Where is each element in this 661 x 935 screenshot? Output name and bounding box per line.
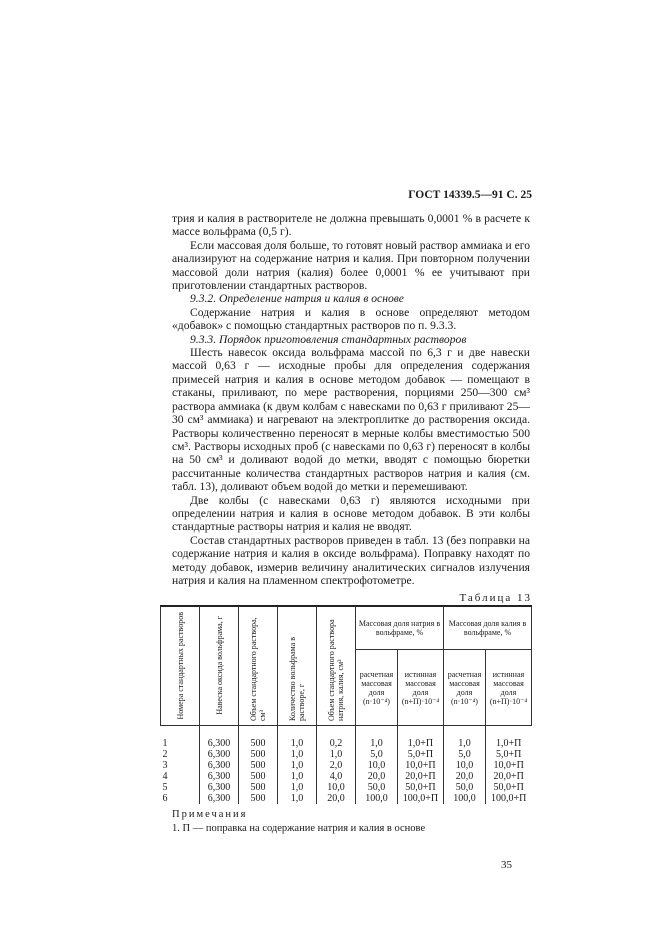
body-text xyxy=(172,212,530,587)
table-cell: 50,0 xyxy=(444,782,486,793)
section-heading: 9.3.2. Определение натрия и калия в основе xyxy=(190,292,404,306)
page-number: 35 xyxy=(501,859,512,872)
column-header: истинная массовая доля (n+П)·10⁻⁴ xyxy=(397,650,443,726)
table-cell: 10,0 xyxy=(356,760,398,771)
table-cell: 5,0 xyxy=(356,749,398,760)
table-cell: 1,0 xyxy=(278,771,317,782)
table-cell: 10,0 xyxy=(317,782,356,793)
table-cell: 1,0 xyxy=(278,749,317,760)
table-row xyxy=(161,782,532,793)
table-cell: 1 xyxy=(162,738,168,750)
table-cell: 1,0 xyxy=(356,726,398,750)
table-cell: 1,0 xyxy=(278,726,317,750)
section-heading: 9.3.3. Порядок приготовления стандартных растворов xyxy=(190,332,467,346)
table-cell: 0,2 xyxy=(317,726,356,750)
table-cell: 50,0+П xyxy=(397,782,443,793)
table-cell: 100,0+П xyxy=(485,793,531,804)
table-row xyxy=(161,749,532,760)
table-cell: 20,0+П xyxy=(397,771,443,782)
paragraph: трия и калия в растворителе не должна превышать 0,0001 % в расчете к массе вольфрама (0,5 г). xyxy=(172,212,530,239)
column-header: Объем стандартного раствора натрия, калия, см³ xyxy=(317,606,356,726)
table-cell: 500 xyxy=(239,782,278,793)
table-cell: 1,0+П xyxy=(485,726,531,750)
table-cell: 3 xyxy=(162,760,168,772)
table-cell: 6,300 xyxy=(200,726,239,750)
paragraph: Две колбы (с навесками 0,63 г) являются исходными при определении натрия и калия в основе методом добавок. В эти колбы стандартные растворы натрия и калия не вводят. xyxy=(172,493,530,534)
table-row xyxy=(161,771,532,782)
table-row xyxy=(161,760,532,771)
column-header: Навеска оксида вольфрама, г xyxy=(200,606,239,726)
page-header: ГОСТ 14339.5—91 С. 25 xyxy=(408,189,532,201)
group-header-potassium: Массовая доля калия в вольфраме, % xyxy=(444,606,532,650)
table-cell: 1,0 xyxy=(278,782,317,793)
table-row xyxy=(161,726,532,750)
table-cell: 50,0 xyxy=(356,782,398,793)
table-cell: 500 xyxy=(239,749,278,760)
table-cell: 4,0 xyxy=(317,771,356,782)
table-cell: 500 xyxy=(239,726,278,750)
table-cell: 100,0 xyxy=(356,793,398,804)
table-cell: 20,0+П xyxy=(485,771,531,782)
column-header: истинная массовая доля (n+П)·10⁻⁴ xyxy=(485,650,531,726)
table-cell: 1,0 xyxy=(444,726,486,750)
table-cell: 2 xyxy=(162,749,168,761)
column-header: расчетная массовая доля (n·10⁻⁴) xyxy=(444,650,486,726)
notes-title: Примечания xyxy=(172,809,248,821)
table-cell: 100,0 xyxy=(444,793,486,804)
table-cell: 10,0+П xyxy=(485,760,531,771)
table-cell: 50,0+П xyxy=(485,782,531,793)
table-cell: 500 xyxy=(239,771,278,782)
page-column xyxy=(160,188,532,872)
table-13 xyxy=(160,605,532,804)
table-cell: 20,0 xyxy=(317,793,356,804)
table-cell: 6,300 xyxy=(200,760,239,771)
table-cell: 1,0+П xyxy=(397,726,443,750)
table-cell: 6,300 xyxy=(200,793,239,804)
table-cell: 10,0 xyxy=(444,760,486,771)
column-header: Количество вольфрама в растворе, г xyxy=(278,606,317,726)
note-1: 1. П — поправка на содержание натрия и калия в основе xyxy=(172,823,426,835)
table-cell: 5,0+П xyxy=(485,749,531,760)
notes xyxy=(172,808,532,836)
table-cell: 1,0 xyxy=(278,793,317,804)
table-cell: 500 xyxy=(239,760,278,771)
table-cell: 6,300 xyxy=(200,749,239,760)
table-cell: 4 xyxy=(162,771,168,783)
column-header: Объем стандартного раствора, см³ xyxy=(239,606,278,726)
group-header-sodium: Массовая доля натрия в вольфраме, % xyxy=(356,606,444,650)
table-cell: 20,0 xyxy=(444,771,486,782)
table-cell: 6 xyxy=(162,793,168,805)
table-cell: 10,0+П xyxy=(397,760,443,771)
table-cell: 6,300 xyxy=(200,782,239,793)
paragraph: Состав стандартных растворов приведен в табл. 13 (без поправки на содержание натрия и калия в оксиде вольфрама). Поправку находят по методу добавок, измерив величину аналитических сигналов излучения натрия и калия на пламенном спектрофотометре. xyxy=(172,533,530,587)
table-cell: 2,0 xyxy=(317,760,356,771)
table-cell: 5,0 xyxy=(444,749,486,760)
column-header: Номера стандартных растворов xyxy=(161,606,200,726)
table-cell: 5 xyxy=(162,782,168,794)
table-row xyxy=(161,793,532,804)
table-cell: 20,0 xyxy=(356,771,398,782)
table-cell: 1,0 xyxy=(317,749,356,760)
table-caption: Таблица 13 xyxy=(459,592,532,605)
paragraph: Шесть навесок оксида вольфрама массой по 6,3 г и две навески массой 0,63 г — исходные пробы для определения содержания примесей натрия и калия в основе методом добавок — помещают в стаканы, приливают, по мере растворения, порциями 250—300 см³ раствора аммиака (к двум колбам с навесками по 0,63 г приливают 25—30 см³ аммиака) и нагревают на электроплитке до растворения оксида. Растворы количественно переносят в мерные колбы вместимостью 500 см³. Растворы исходных проб (с навесками по 0,63 г) переносят в колбы на 50 см³ и доливают водой до метки, вводят с помощью бюретки рассчитанные количества стандартных растворов натрия и калия (см. табл. 13), доливают объем водой до метки и перемешивают. xyxy=(172,346,530,494)
column-header: расчетная массовая доля (n·10⁻⁴) xyxy=(356,650,398,726)
table-cell: 100,0+П xyxy=(397,793,443,804)
table-cell: 5,0+П xyxy=(397,749,443,760)
table-cell: 500 xyxy=(239,793,278,804)
paragraph: Содержание натрия и калия в основе определяют методом «добавок» с помощью стандартных растворов по п. 9.3.3. xyxy=(172,305,530,333)
table-cell: 1,0 xyxy=(278,760,317,771)
table-cell: 6,300 xyxy=(200,771,239,782)
paragraph: Если массовая доля больше, то готовят новый раствор аммиака и его анализируют на содержание натрия и калия. При повторном получении массовой доли натрия (калия) более 0,0001 % ее учитывают при приготовлении стандартных растворов. xyxy=(172,238,530,293)
